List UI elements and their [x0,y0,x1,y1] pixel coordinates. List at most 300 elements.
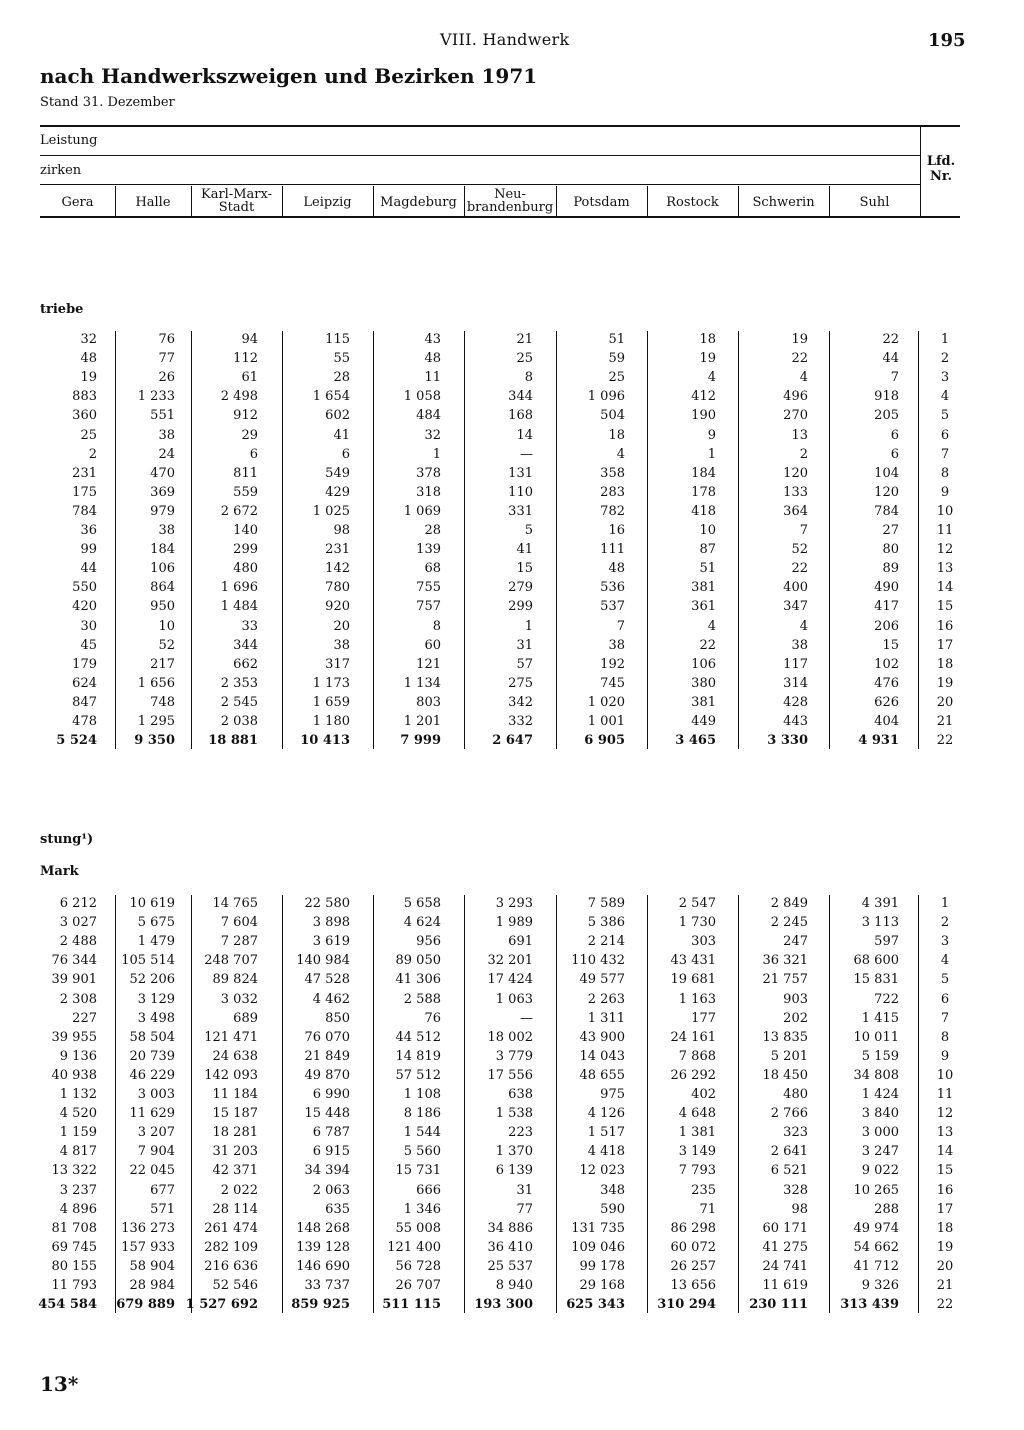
table-cell: 230 111 [749,1297,808,1313]
table-cell: 146 690 [296,1258,350,1274]
column-header: Potsdam [573,195,630,210]
table-cell: 625 343 [566,1297,625,1313]
table-cell: 679 889 [116,1297,175,1313]
column-header: Leipzig [303,195,352,210]
table-cell: 106 [691,656,716,672]
table-cell: 784 [874,503,899,519]
table-cell: 270 [783,408,808,424]
table-cell: 57 [516,656,533,672]
table-cell: 98 [333,523,350,538]
table-cell: 32 [424,427,441,443]
table-cell: 11 629 [129,1106,175,1122]
table-cell: 283 [600,484,625,500]
table-cell: 184 [150,542,175,558]
header-bezirke: zirken [40,163,82,178]
table-cell: 3 779 [495,1048,533,1064]
table-cell: 76 [158,332,175,347]
table-cell: 1 544 [403,1125,441,1141]
table-cell: 192 [600,656,625,672]
row-number: 13 [936,561,954,577]
table-cell: 299 [508,599,533,615]
row-number: 19 [936,675,954,691]
row-number: 15 [936,599,954,615]
table-cell: 10 [699,523,716,538]
row-number: 6 [940,991,950,1007]
table-cell: 202 [783,1010,808,1026]
column-header: Schwerin [752,195,815,210]
table-cell: 86 298 [670,1220,716,1236]
page-title: nach Handwerkszweigen und Bezirken 1971 [40,64,538,88]
table-cell: 279 [508,580,533,596]
table-cell: 9 022 [861,1163,899,1179]
table-cell: 2 245 [770,915,808,931]
table-cell: 89 [882,561,899,577]
table-cell: 68 [424,561,441,577]
table-cell: 9 [707,427,716,443]
table-cell: 2 849 [770,896,808,911]
table-cell: 635 [325,1201,350,1217]
table-cell: 168 [508,408,533,424]
table-cell: 412 [691,389,716,405]
table-cell: 19 [699,351,716,367]
table-cell: 1 [432,446,441,462]
table-cell: 428 [783,694,808,710]
table-cell: 2 547 [678,896,716,911]
table-cell: 299 [233,542,258,558]
table-cell: 60 171 [762,1220,808,1236]
section-label: stung¹) [40,832,94,847]
table-cell: 26 707 [395,1278,441,1293]
header-bottom-rule [40,216,960,218]
table-cell: 139 128 [296,1239,350,1255]
table-cell: 1 696 [220,580,258,596]
table-cell: 39 901 [51,972,97,988]
table-cell: 21 849 [304,1048,350,1064]
table-cell: 80 [882,542,899,558]
row-number: 10 [936,1067,954,1083]
table-cell: 511 115 [382,1297,441,1313]
table-cell: 4 817 [59,1144,97,1160]
table-cell: 1 180 [312,714,350,729]
table-cell: 361 [691,599,716,615]
table-cell: 454 584 [38,1297,97,1313]
table-cell: 43 431 [670,953,716,969]
table-cell: 303 [691,934,716,950]
table-cell: 13 656 [670,1278,716,1293]
table-cell: 956 [416,934,441,950]
row-number: 21 [936,1278,954,1293]
table-cell: 34 394 [304,1163,350,1179]
table-cell: 748 [150,694,175,710]
table-cell: 60 072 [670,1239,716,1255]
table-cell: 7 904 [137,1144,175,1160]
table-cell: 537 [600,599,625,615]
table-cell: 131 [508,465,533,481]
table-cell: 5 159 [861,1048,899,1064]
table-cell: 44 [80,561,97,577]
table-cell: 2 672 [220,503,258,519]
table-cell: 231 [72,465,97,481]
table-cell: 323 [783,1125,808,1141]
table-cell: 22 [791,351,808,367]
table-cell: 17 556 [487,1067,533,1083]
table-cell: 417 [874,599,899,615]
table-cell: 380 [691,675,716,691]
table-cell: 6 139 [495,1163,533,1179]
table-cell: 1 415 [861,1010,899,1026]
table-cell: 314 [783,675,808,691]
table-cell: 369 [150,484,175,500]
table-cell: 903 [783,991,808,1007]
table-cell: — [520,446,533,462]
table-cell: 4 931 [858,733,899,749]
table-cell: 400 [783,580,808,596]
table-cell: 40 938 [51,1067,97,1083]
table-cell: 27 [882,523,899,538]
table-cell: 136 273 [121,1220,175,1236]
table-cell: 20 [333,618,350,634]
table-cell: 2 [88,446,97,462]
table-cell: 41 [333,427,350,443]
table-cell: 3 247 [861,1144,899,1160]
row-number: 12 [936,542,954,558]
row-number: 9 [940,484,950,500]
row-number: 22 [936,1297,954,1313]
table-cell: 7 [799,523,808,538]
table-cell: 60 [424,637,441,653]
table-cell: 26 257 [670,1258,716,1274]
table-cell: 18 881 [208,733,258,749]
table-cell: 56 728 [395,1258,441,1274]
table-cell: 2 766 [770,1106,808,1122]
table-cell: 7 604 [220,915,258,931]
table-cell: 45 [80,637,97,653]
table-cell: 344 [508,389,533,405]
table-cell: 2 641 [770,1144,808,1160]
table-cell: 755 [416,580,441,596]
header-mid-rule [40,155,920,156]
table-cell: 117 [783,656,808,672]
table-cell: 22 [882,332,899,347]
table-cell: 3 498 [137,1010,175,1026]
table-cell: 25 [516,351,533,367]
table-cell: 317 [325,656,350,672]
table-cell: 9 326 [861,1278,899,1293]
table-cell: 2 488 [59,934,97,950]
table-cell: 549 [325,465,350,481]
table-cell: 49 870 [304,1067,350,1083]
table-cell: 14 765 [212,896,258,911]
table-cell: 478 [72,714,97,729]
table-cell: 28 [424,523,441,538]
table-cell: 112 [233,351,258,367]
table-cell: 3 032 [220,991,258,1007]
table-cell: 4 462 [312,991,350,1007]
table-cell: 429 [325,484,350,500]
table-cell: 29 168 [579,1278,625,1293]
table-cell: 1 538 [495,1106,533,1122]
table-cell: 7 793 [678,1163,716,1179]
table-cell: 19 [80,370,97,386]
table-cell: 3 027 [59,915,97,931]
table-cell: 484 [416,408,441,424]
table-cell: 1 020 [587,694,625,710]
table-cell: 59 [608,351,625,367]
table-cell: 99 178 [579,1258,625,1274]
table-cell: 25 537 [487,1258,533,1274]
table-cell: 76 [424,1010,441,1026]
column-header: Gera [61,195,94,210]
row-number: 20 [936,694,954,710]
table-cell: 3 207 [137,1125,175,1141]
table-cell: 17 424 [487,972,533,988]
table-cell: 1 096 [587,389,625,405]
column-header: Halle [135,195,171,210]
table-cell: 121 400 [387,1239,441,1255]
table-cell: 36 410 [487,1239,533,1255]
table-cell: 29 [241,427,258,443]
table-cell: 87 [699,542,716,558]
row-number: 19 [936,1239,954,1255]
row-number: 7 [940,1010,950,1026]
table-cell: 8 [432,618,441,634]
table-cell: 2 353 [220,675,258,691]
table-cell: 31 203 [212,1144,258,1160]
table-cell: 7 868 [678,1048,716,1064]
table-cell: 3 619 [312,934,350,950]
table-cell: 2 038 [220,714,258,729]
running-head: VIII. Handwerk [440,30,570,49]
table-cell: 89 824 [212,972,258,988]
table-cell: 1 025 [312,503,350,519]
table-cell: 13 835 [762,1029,808,1045]
table-cell: 348 [600,1182,625,1198]
table-cell: 68 600 [853,953,899,969]
row-number: 4 [940,953,950,969]
table-cell: 847 [72,694,97,710]
table-cell: 5 201 [770,1048,808,1064]
table-cell: 402 [691,1087,716,1102]
table-cell: 2 263 [587,991,625,1007]
table-cell: 3 465 [675,733,716,749]
row-number: 18 [936,656,954,672]
table-cell: 121 471 [204,1029,258,1045]
table-cell: 11 793 [51,1278,97,1293]
row-number: 3 [940,934,950,950]
table-cell: 1 233 [137,389,175,405]
table-cell: 6 990 [312,1087,350,1102]
table-cell: 15 448 [304,1106,350,1122]
table-cell: 1 730 [678,915,716,931]
table-cell: 275 [508,675,533,691]
table-cell: 25 [608,370,625,386]
table-cell: 745 [600,675,625,691]
table-cell: 76 070 [304,1029,350,1045]
table-cell: 33 [241,618,258,634]
table-cell: 55 008 [395,1220,441,1236]
table-cell: 1 201 [403,714,441,729]
row-number: 7 [940,446,950,462]
table-cell: 1 001 [587,714,625,729]
table-cell: 247 [783,934,808,950]
table-cell: 784 [72,503,97,519]
row-number: 17 [936,637,954,653]
table-cell: 25 [80,427,97,443]
table-cell: 4 896 [59,1201,97,1217]
table-cell: 5 675 [137,915,175,931]
header-column-divider [647,186,648,216]
table-cell: 4 [799,618,808,634]
row-number: 3 [940,370,950,386]
table-cell: 1 163 [678,991,716,1007]
table-cell: 6 212 [59,896,97,911]
row-number: 4 [940,389,950,405]
table-cell: 590 [600,1201,625,1217]
table-cell: 559 [233,484,258,500]
table-cell: 106 [150,561,175,577]
table-cell: 19 681 [670,972,716,988]
table-cell: 6 915 [312,1144,350,1160]
table-cell: 1 063 [495,991,533,1007]
table-cell: 44 [882,351,899,367]
table-cell: 1 069 [403,503,441,519]
table-cell: 22 045 [129,1163,175,1179]
table-cell: 31 [516,1182,533,1198]
table-cell: 190 [691,408,716,424]
table-cell: 104 [874,465,899,481]
header-column-divider [191,186,192,216]
table-cell: 1 173 [312,675,350,691]
table-cell: 418 [691,503,716,519]
row-number: 10 [936,503,954,519]
table-cell: 47 528 [304,972,350,988]
table-cell: 3 129 [137,991,175,1007]
table-cell: 883 [72,389,97,405]
table-cell: 691 [508,934,533,950]
table-cell: 109 046 [571,1239,625,1255]
table-cell: 504 [600,408,625,424]
table-cell: 313 439 [840,1297,899,1313]
table-cell: 1 108 [403,1087,441,1102]
table-cell: 3 237 [59,1182,97,1198]
table-cell: 496 [783,389,808,405]
table-cell: 6 [890,427,899,443]
row-number: 8 [940,465,950,481]
table-cell: 120 [874,484,899,500]
table-cell: 51 [699,561,716,577]
table-cell: 131 735 [571,1220,625,1236]
table-cell: 193 300 [474,1297,533,1313]
page-footer-signature: 13* [40,1372,79,1396]
table-cell: 1 527 692 [185,1297,258,1313]
table-cell: 7 999 [400,733,441,749]
table-cell: 443 [783,714,808,729]
table-cell: 689 [233,1010,258,1026]
table-cell: 420 [72,599,97,615]
table-cell: 11 619 [762,1278,808,1293]
table-cell: 7 287 [220,934,258,950]
table-cell: 1 [707,446,716,462]
table-cell: 8 [524,370,533,386]
table-cell: 34 808 [853,1067,899,1083]
table-cell: 3 000 [861,1125,899,1141]
table-cell: 43 900 [579,1029,625,1045]
table-cell: 6 [341,446,350,462]
table-cell: 6 905 [584,733,625,749]
table-cell: 235 [691,1182,716,1198]
table-cell: 41 306 [395,972,441,988]
table-cell: 1 132 [59,1087,97,1102]
row-number: 13 [936,1125,954,1141]
row-number: 9 [940,1048,950,1064]
row-number: 12 [936,1106,954,1122]
table-cell: 102 [874,656,899,672]
table-cell: 358 [600,465,625,481]
table-cell: 6 [890,446,899,462]
table-cell: 3 113 [861,915,899,931]
table-cell: 288 [874,1201,899,1217]
table-cell: 7 [616,618,625,634]
table-cell: 81 708 [51,1220,97,1236]
table-cell: 216 636 [204,1258,258,1274]
table-cell: 48 [424,351,441,367]
table-cell: 178 [691,484,716,500]
page-number: 195 [928,30,966,51]
table-cell: 41 [516,542,533,558]
table-cell: 98 [791,1201,808,1217]
table-cell: 89 050 [395,953,441,969]
table-cell: 48 [80,351,97,367]
header-column-divider [738,186,739,216]
table-cell: 1 656 [137,675,175,691]
table-cell: 51 [608,332,625,347]
table-cell: 3 149 [678,1144,716,1160]
table-cell: 4 [616,446,625,462]
table-cell: 94 [241,332,258,347]
table-cell: 77 [516,1201,533,1217]
table-cell: 261 474 [204,1220,258,1236]
table-cell: 15 831 [853,972,899,988]
row-number: 1 [940,896,950,911]
table-cell: 179 [72,656,97,672]
row-number: 16 [936,1182,954,1198]
row-number: 15 [936,1163,954,1179]
table-cell: 2 308 [59,991,97,1007]
section-unit: Mark [40,864,79,879]
header-top-rule [40,125,960,127]
row-number: 8 [940,1029,950,1045]
table-cell: 99 [80,542,97,558]
table-cell: 328 [783,1182,808,1198]
column-divider [918,331,919,749]
table-cell: 36 321 [762,953,808,969]
table-cell: 1 134 [403,675,441,691]
table-cell: 9 350 [134,733,175,749]
table-cell: 43 [424,332,441,347]
header-col-rule [40,184,920,185]
table-cell: 6 787 [312,1125,350,1141]
table-cell: 38 [608,637,625,653]
row-number: 20 [936,1258,954,1274]
table-cell: 16 [608,523,625,538]
table-cell: 32 201 [487,953,533,969]
table-cell: 490 [874,580,899,596]
table-cell: 231 [325,542,350,558]
table-cell: 757 [416,599,441,615]
row-number: 2 [940,351,950,367]
table-cell: 2 588 [403,991,441,1007]
header-lfd-divider [920,126,921,218]
